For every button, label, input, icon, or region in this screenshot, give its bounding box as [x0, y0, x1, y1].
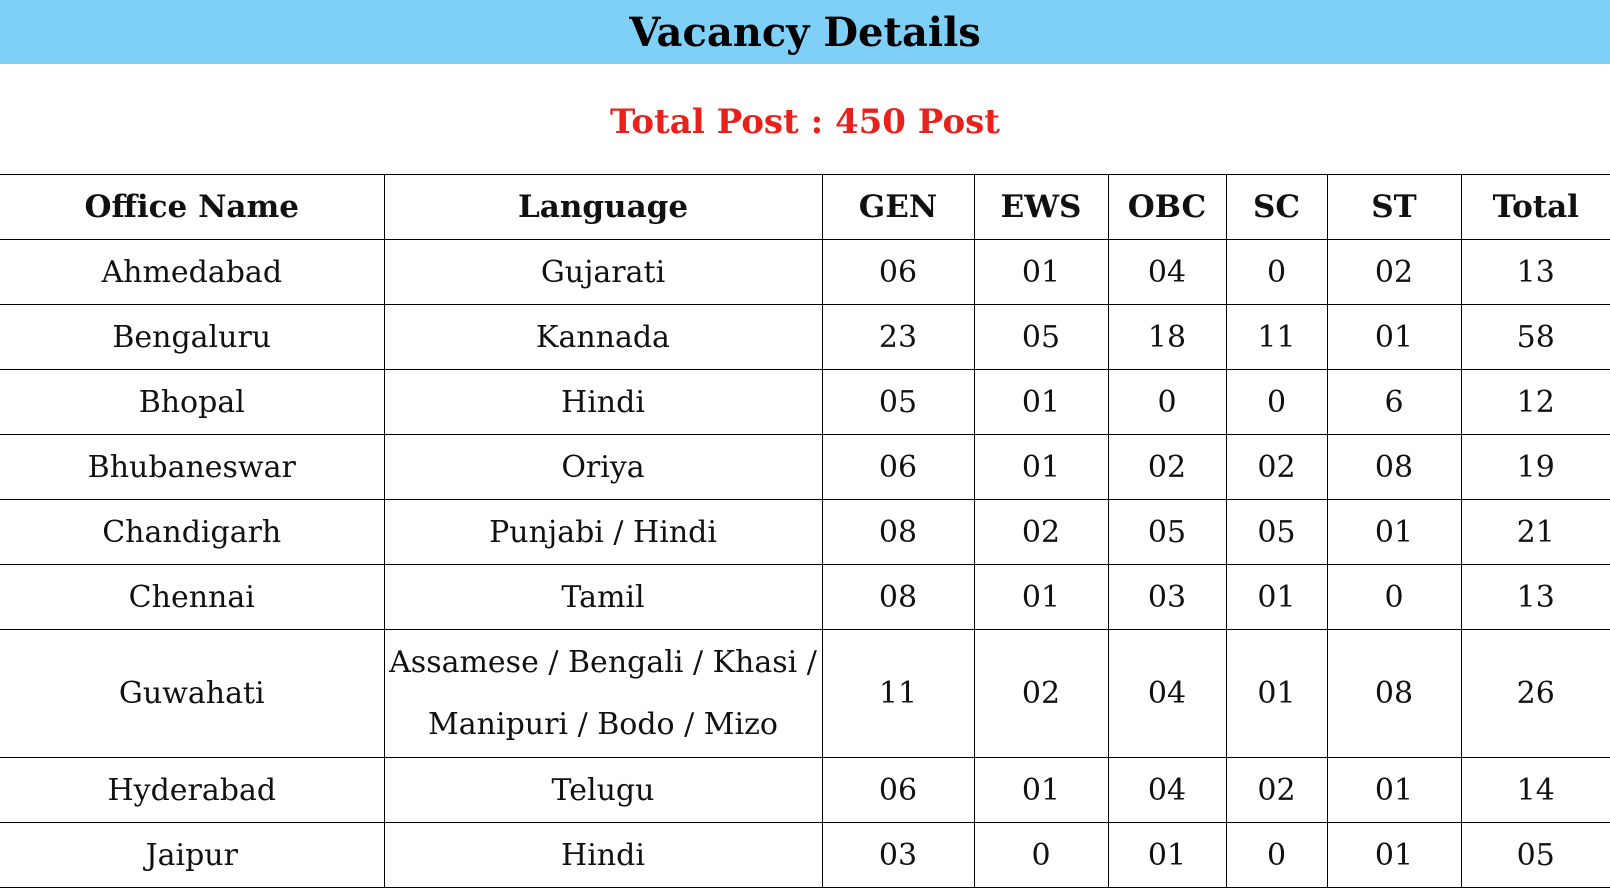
- total-cell: 19: [1461, 435, 1610, 500]
- gen-cell: 08: [822, 500, 974, 565]
- table-row: [0, 758, 1610, 823]
- table-row: [0, 565, 1610, 630]
- st-cell: 0: [1327, 565, 1461, 630]
- ews-cell: 0: [974, 823, 1108, 888]
- st-cell: 01: [1327, 500, 1461, 565]
- sc-cell: 11: [1226, 305, 1327, 370]
- language-cell: Kannada: [384, 305, 822, 370]
- gen-cell: 06: [822, 435, 974, 500]
- st-cell: 02: [1327, 240, 1461, 305]
- gen-cell: 03: [822, 823, 974, 888]
- total-cell: 05: [1461, 823, 1610, 888]
- column-header-language: Language: [384, 175, 822, 240]
- table-row: [0, 305, 1610, 370]
- sc-cell: 01: [1226, 630, 1327, 758]
- column-header-ews: EWS: [974, 175, 1108, 240]
- obc-cell: 01: [1108, 823, 1226, 888]
- gen-cell: 05: [822, 370, 974, 435]
- total-cell: 12: [1461, 370, 1610, 435]
- gen-cell: 06: [822, 758, 974, 823]
- ews-cell: 01: [974, 240, 1108, 305]
- office-cell: Bengaluru: [0, 305, 384, 370]
- language-cell: Telugu: [384, 758, 822, 823]
- language-cell: Hindi: [384, 370, 822, 435]
- sc-cell: 0: [1226, 370, 1327, 435]
- table-row: [0, 630, 1610, 758]
- sc-cell: 05: [1226, 500, 1327, 565]
- total-cell: 21: [1461, 500, 1610, 565]
- obc-cell: 04: [1108, 240, 1226, 305]
- st-cell: 08: [1327, 435, 1461, 500]
- language-cell: Punjabi / Hindi: [384, 500, 822, 565]
- vacancy-table: [0, 174, 1610, 888]
- total-cell: 26: [1461, 630, 1610, 758]
- ews-cell: 01: [974, 565, 1108, 630]
- column-header-gen: GEN: [822, 175, 974, 240]
- language-cell: Assamese / Bengali / Khasi / Manipuri / Bodo / Mizo: [384, 630, 822, 758]
- total-posts: Total Post : 450 Post: [610, 102, 1000, 142]
- table-row: [0, 435, 1610, 500]
- obc-cell: 02: [1108, 435, 1226, 500]
- ews-cell: 02: [974, 500, 1108, 565]
- column-header-sc: SC: [1226, 175, 1327, 240]
- page-title: Vacancy Details: [629, 8, 981, 56]
- st-cell: 01: [1327, 823, 1461, 888]
- table-row: [0, 370, 1610, 435]
- table-row: [0, 240, 1610, 305]
- obc-cell: 18: [1108, 305, 1226, 370]
- ews-cell: 01: [974, 370, 1108, 435]
- column-header-total: Total: [1461, 175, 1610, 240]
- obc-cell: 0: [1108, 370, 1226, 435]
- st-cell: 01: [1327, 305, 1461, 370]
- office-cell: Ahmedabad: [0, 240, 384, 305]
- total-cell: 13: [1461, 240, 1610, 305]
- sc-cell: 02: [1226, 435, 1327, 500]
- office-cell: Chandigarh: [0, 500, 384, 565]
- gen-cell: 08: [822, 565, 974, 630]
- office-cell: Jaipur: [0, 823, 384, 888]
- obc-cell: 04: [1108, 630, 1226, 758]
- ews-cell: 01: [974, 758, 1108, 823]
- obc-cell: 03: [1108, 565, 1226, 630]
- gen-cell: 11: [822, 630, 974, 758]
- header-bar: [0, 0, 1610, 64]
- office-cell: Bhubaneswar: [0, 435, 384, 500]
- ews-cell: 05: [974, 305, 1108, 370]
- total-cell: 13: [1461, 565, 1610, 630]
- total-cell: 58: [1461, 305, 1610, 370]
- column-header-st: ST: [1327, 175, 1461, 240]
- obc-cell: 05: [1108, 500, 1226, 565]
- st-cell: 01: [1327, 758, 1461, 823]
- total-cell: 14: [1461, 758, 1610, 823]
- sc-cell: 01: [1226, 565, 1327, 630]
- office-cell: Guwahati: [0, 630, 384, 758]
- sc-cell: 0: [1226, 240, 1327, 305]
- gen-cell: 23: [822, 305, 974, 370]
- ews-cell: 02: [974, 630, 1108, 758]
- office-cell: Bhopal: [0, 370, 384, 435]
- table-header-row: [0, 175, 1610, 240]
- gen-cell: 06: [822, 240, 974, 305]
- office-cell: Hyderabad: [0, 758, 384, 823]
- sc-cell: 02: [1226, 758, 1327, 823]
- language-cell: Tamil: [384, 565, 822, 630]
- table-row: [0, 500, 1610, 565]
- sc-cell: 0: [1226, 823, 1327, 888]
- column-header-office: Office Name: [0, 175, 384, 240]
- obc-cell: 04: [1108, 758, 1226, 823]
- language-cell: Gujarati: [384, 240, 822, 305]
- language-cell: Oriya: [384, 435, 822, 500]
- language-cell: Hindi: [384, 823, 822, 888]
- st-cell: 08: [1327, 630, 1461, 758]
- ews-cell: 01: [974, 435, 1108, 500]
- st-cell: 6: [1327, 370, 1461, 435]
- column-header-obc: OBC: [1108, 175, 1226, 240]
- office-cell: Chennai: [0, 565, 384, 630]
- table-row: [0, 823, 1610, 888]
